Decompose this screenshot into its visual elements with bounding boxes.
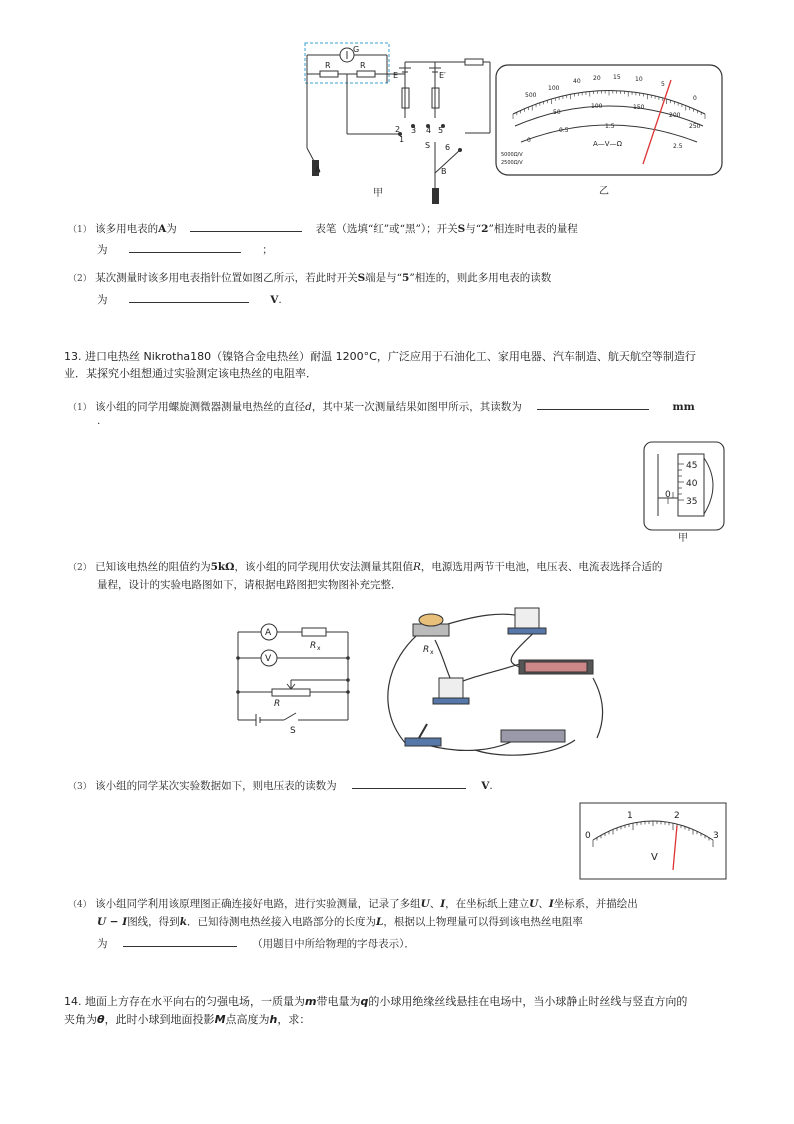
q13-part1: （1） 该小组的同学用螺旋测微器测量电热丝的直径d，其中某一次测量结果如图甲所示，其读数为 mm xyxy=(68,397,695,416)
ohm-tick-15: 15 xyxy=(613,74,621,81)
terminal-4: 4 xyxy=(426,126,432,135)
voltmeter-symbol: V xyxy=(265,654,272,664)
terminal-3: 3 xyxy=(411,126,417,135)
q13-part1-end: . xyxy=(97,415,101,427)
r2-label: R xyxy=(360,61,366,70)
q12-part1-number: （1） xyxy=(68,225,92,235)
ohm-tick-20: 20 xyxy=(593,75,601,82)
real-battery xyxy=(501,730,565,742)
micrometer-tick-40: 40 xyxy=(686,479,698,489)
rx-label-sub: x xyxy=(317,645,321,652)
ohm-tick-40: 40 xyxy=(573,78,581,85)
q13-part4: （4） 该小组同学利用该原理图正确连接好电路，进行实验测量，记录了多组U、I，在坐标纸上建立U、I坐标系，并描绘出 xyxy=(68,898,638,910)
e-label: E xyxy=(393,71,399,80)
answer-blank-resistivity[interactable] xyxy=(123,934,237,947)
g1-label: G xyxy=(353,45,360,54)
answer-blank-range[interactable] xyxy=(129,240,241,253)
q13-part3: （3） 该小组的同学某次实验数据如下，则电压表的读数为 V. xyxy=(68,776,493,795)
volt-tick-0: 0 xyxy=(585,831,591,841)
q14-line1: 14. 地面上方存在水平向右的匀强电场，一质量为m带电量为q的小球用绝缘丝线悬挂在电场中，当小球静止时丝线与竖直方向的 xyxy=(64,995,688,1008)
apparatus-figure xyxy=(375,600,605,760)
probe-a-label: A xyxy=(315,165,321,174)
ac-tick-2-5: 2.5 xyxy=(673,143,683,150)
multimeter-dial-figure xyxy=(493,62,725,200)
rheostat-label: R xyxy=(274,699,281,709)
answer-blank-voltage[interactable] xyxy=(352,776,466,789)
ohm-tick-100: 100 xyxy=(548,85,560,92)
real-ammeter xyxy=(515,608,539,630)
switch-label: S xyxy=(290,726,296,736)
q13-part2-line2: 量程，设计的实验电路图如下，请根据电路图把实物图补充完整． xyxy=(97,579,402,591)
volt-tick-3: 3 xyxy=(713,831,719,841)
dc-tick-100: 100 xyxy=(591,103,603,110)
ammeter-symbol: A xyxy=(265,628,272,638)
ohm-tick-500: 500 xyxy=(525,92,537,99)
q12-part2: （2） 某次测量时该多用电表指针位置如图乙所示，若此时开关S端是与“5”相连的，则此多用电表的读数 xyxy=(68,272,552,284)
terminal-5: 5 xyxy=(438,126,444,135)
real-rx-sub: x xyxy=(430,649,434,656)
q13-part4-line2: U − I图线，得到k．已知待测电热丝接入电路部分的长度为L，根据以上物理量可以得到该电热丝电阻率 xyxy=(97,916,583,928)
figure-caption-right: 乙 xyxy=(599,186,609,197)
answer-blank-diameter[interactable] xyxy=(537,397,649,410)
q12-part1: （1） 该多用电表的A为 表笔（选填“红”或“黑”）；开关S与“2”相连时电表的量程 xyxy=(68,219,578,238)
real-switch xyxy=(405,738,441,746)
q12-part2-line2: 为 V. xyxy=(97,290,282,308)
ohm-tick-10: 10 xyxy=(635,76,643,83)
dial-left-label-2: 2500Ω/V xyxy=(501,160,523,166)
terminal-1: 1 xyxy=(399,135,405,144)
r1-label: R xyxy=(325,61,331,70)
dial-left-label-1: 5000Ω/V xyxy=(501,152,523,158)
switch-s-label: S xyxy=(425,141,431,150)
micrometer-tick-0: 0 xyxy=(665,490,671,500)
terminal-2: 2 xyxy=(395,125,401,134)
micrometer-caption: 甲 xyxy=(678,533,688,544)
ac-tick-1-5: 1.5 xyxy=(605,123,615,130)
figure-caption-left: 甲 xyxy=(373,188,383,199)
answer-blank-reading[interactable] xyxy=(129,290,249,303)
volt-unit: V xyxy=(651,852,658,863)
dial-symbol: A—V—Ω xyxy=(593,140,622,148)
micrometer-tick-35: 35 xyxy=(686,497,698,507)
q14-line2: 夹角为θ，此时小球到地面投影M点高度为h，求： xyxy=(64,1013,311,1026)
q13-title: 13. 进口电热丝 Nikrotha180（镍铬合金电热丝）耐温 1200°C，广泛应用于石油化工、家用电器、汽车制造、航天航空等制造行 xyxy=(64,350,696,363)
q13-part4-line3: 为 （用题目中所给物理的字母表示）． xyxy=(97,934,415,952)
dc-tick-150: 150 xyxy=(633,104,645,111)
q12-part1-line2: 为 ； xyxy=(97,240,273,258)
terminal-6: 6 xyxy=(445,143,451,152)
real-rx-label: R xyxy=(423,645,430,655)
ohm-tick-0: 0 xyxy=(693,95,697,102)
rx-label: R xyxy=(310,641,317,651)
probe-b-label: B xyxy=(441,167,447,176)
q13-title-line2: 业．某探究小组想通过实验测定该电热丝的电阻率． xyxy=(64,367,317,380)
voltmeter-dial xyxy=(579,802,727,880)
ac-tick-0: 0 xyxy=(527,137,531,144)
multimeter-circuit-figure xyxy=(295,38,495,208)
dc-tick-250: 250 xyxy=(689,123,701,130)
volt-tick-2: 2 xyxy=(674,811,680,821)
ac-tick-0-5: 0.5 xyxy=(559,127,569,134)
micrometer-tick-45: 45 xyxy=(686,461,698,471)
ohm-tick-5: 5 xyxy=(661,81,665,88)
answer-blank-probe-color[interactable] xyxy=(190,219,302,232)
dc-tick-50: 50 xyxy=(553,109,561,116)
real-voltmeter xyxy=(439,678,463,700)
volt-tick-1: 1 xyxy=(627,811,633,821)
e-prime-label: E′ xyxy=(439,71,446,80)
micrometer-figure xyxy=(642,440,728,544)
circuit-schematic xyxy=(232,620,357,738)
dc-tick-200: 200 xyxy=(669,112,681,119)
q13-part2: （2） 已知该电热丝的阻值约为5kΩ，该小组的同学现用伏安法测量其阻值R，电源选用两节干电池，电压表、电流表选择合适的 xyxy=(68,561,663,573)
